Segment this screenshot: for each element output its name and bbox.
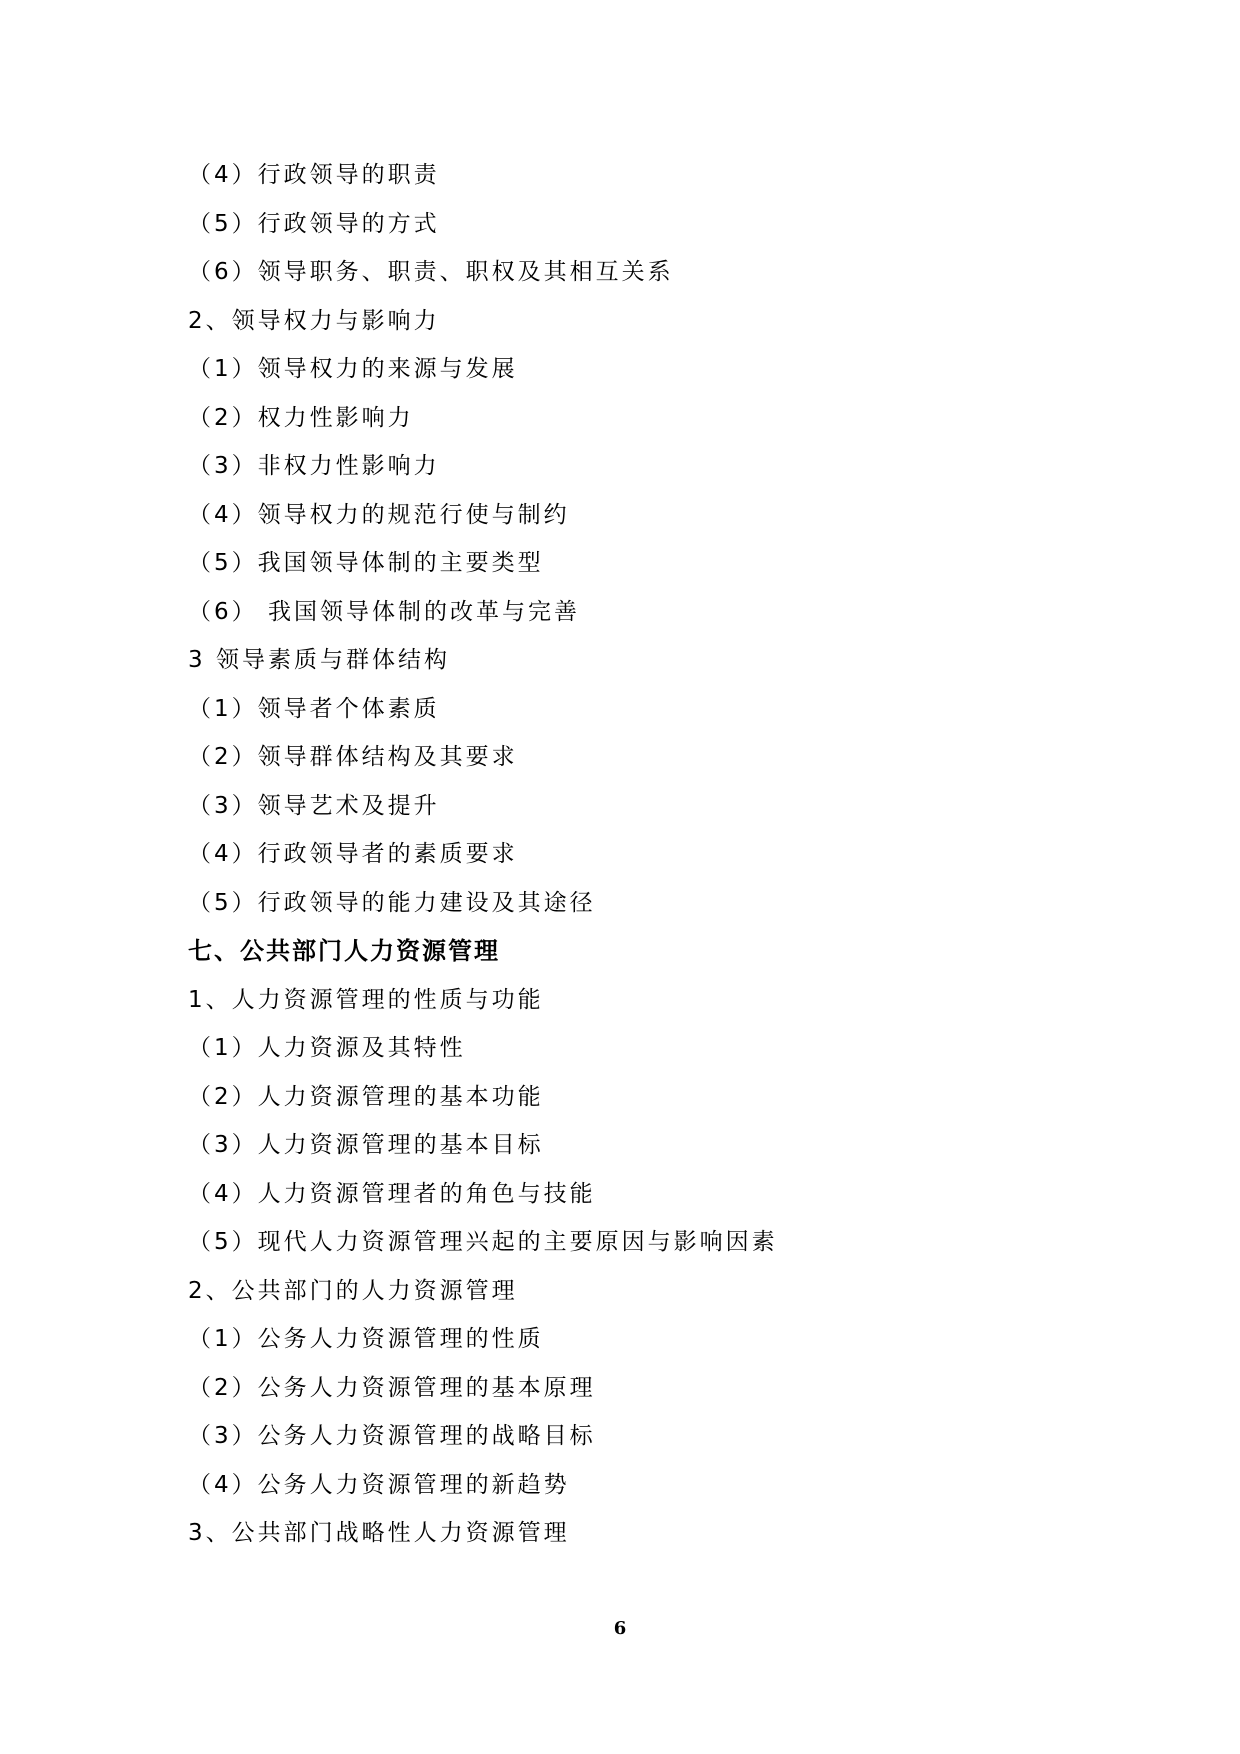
outline-item: （2）领导群体结构及其要求 [188,744,518,770]
page-number: 6 [613,1618,627,1639]
outline-item: （4）领导权力的规范行使与制约 [188,502,570,528]
outline-item: （2）权力性影响力 [188,405,414,431]
outline-item: （1）领导权力的来源与发展 [188,356,518,382]
outline-item: （2）公务人力资源管理的基本原理 [188,1375,596,1401]
outline-item: （5）我国领导体制的主要类型 [188,550,544,576]
outline-item: （3）非权力性影响力 [188,453,440,479]
outline-subsection-heading: 3、公共部门战略性人力资源管理 [188,1520,570,1546]
outline-item: （2）人力资源管理的基本功能 [188,1084,544,1110]
section-heading: 七、公共部门人力资源管理 [188,937,500,965]
outline-item: （4）公务人力资源管理的新趋势 [188,1472,570,1498]
outline-item: （5）行政领导的能力建设及其途径 [188,890,596,916]
outline-subsection-heading: 1、人力资源管理的性质与功能 [188,987,544,1013]
outline-item: （3）人力资源管理的基本目标 [188,1132,544,1158]
outline-item: （1）公务人力资源管理的性质 [188,1326,544,1352]
outline-item: （1）领导者个体素质 [188,696,440,722]
outline-item: （6） 我国领导体制的改革与完善 [188,599,580,625]
outline-item: （6）领导职务、职责、职权及其相互关系 [188,259,674,285]
outline-item: （5）行政领导的方式 [188,211,440,237]
outline-subsection-heading: 2、领导权力与影响力 [188,308,440,334]
outline-item: （3）领导艺术及提升 [188,793,440,819]
outline-item: （3）公务人力资源管理的战略目标 [188,1423,596,1449]
outline-item: （4）行政领导的职责 [188,162,440,188]
outline-subsection-heading: 2、公共部门的人力资源管理 [188,1278,518,1304]
outline-item: （4）行政领导者的素质要求 [188,841,518,867]
outline-item: （5）现代人力资源管理兴起的主要原因与影响因素 [188,1229,778,1255]
outline-subsection-heading: 3 领导素质与群体结构 [188,647,450,673]
outline-item: （4）人力资源管理者的角色与技能 [188,1181,596,1207]
outline-item: （1）人力资源及其特性 [188,1035,466,1061]
